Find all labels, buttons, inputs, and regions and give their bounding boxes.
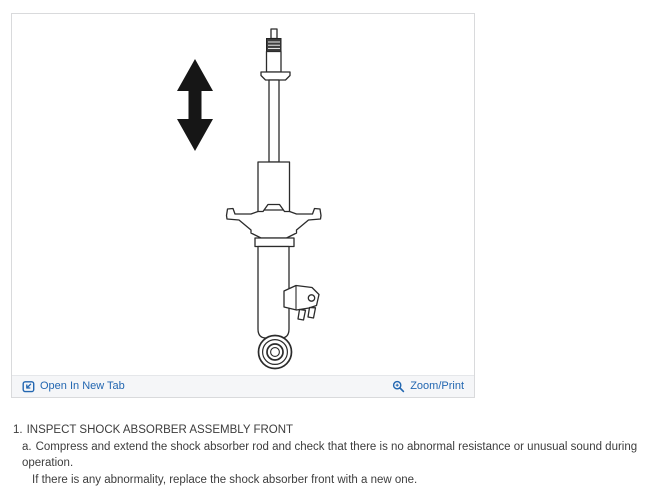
open-in-new-tab-label: Open In New Tab	[40, 381, 125, 392]
threaded-tip	[267, 29, 282, 52]
substep-letter: a.	[22, 441, 32, 453]
spring-seat	[227, 209, 322, 247]
substep-line	[13, 439, 645, 472]
figure-panel	[11, 13, 475, 398]
double-headed-arrow-icon	[177, 59, 213, 151]
step-number: 1.	[13, 424, 23, 436]
substep-text: Compress and extend the shock absorber rod and check that there is no abnormal resistance or unusual sound during operation.	[22, 441, 637, 470]
figure-area	[12, 14, 474, 375]
instructions	[13, 422, 645, 488]
zoom-print-link[interactable]	[392, 380, 464, 393]
open-in-new-tab-link[interactable]	[22, 380, 125, 393]
magnifier-zoom-icon	[392, 380, 405, 393]
bushing-eye	[259, 336, 292, 369]
upper-cylinder	[258, 162, 290, 212]
piston-rod	[261, 52, 290, 163]
open-in-new-tab-icon	[22, 380, 35, 393]
substep-continuation: If there is any abnormality, replace the shock absorber front with a new one.	[13, 472, 645, 488]
shock-absorber-drawing	[227, 29, 322, 369]
step-line	[13, 422, 645, 439]
figure-toolbar	[12, 375, 474, 397]
zoom-print-label: Zoom/Print	[410, 381, 464, 392]
shock-absorber-diagram	[12, 14, 474, 375]
step-title: INSPECT SHOCK ABSORBER ASSEMBLY FRONT	[27, 424, 294, 436]
